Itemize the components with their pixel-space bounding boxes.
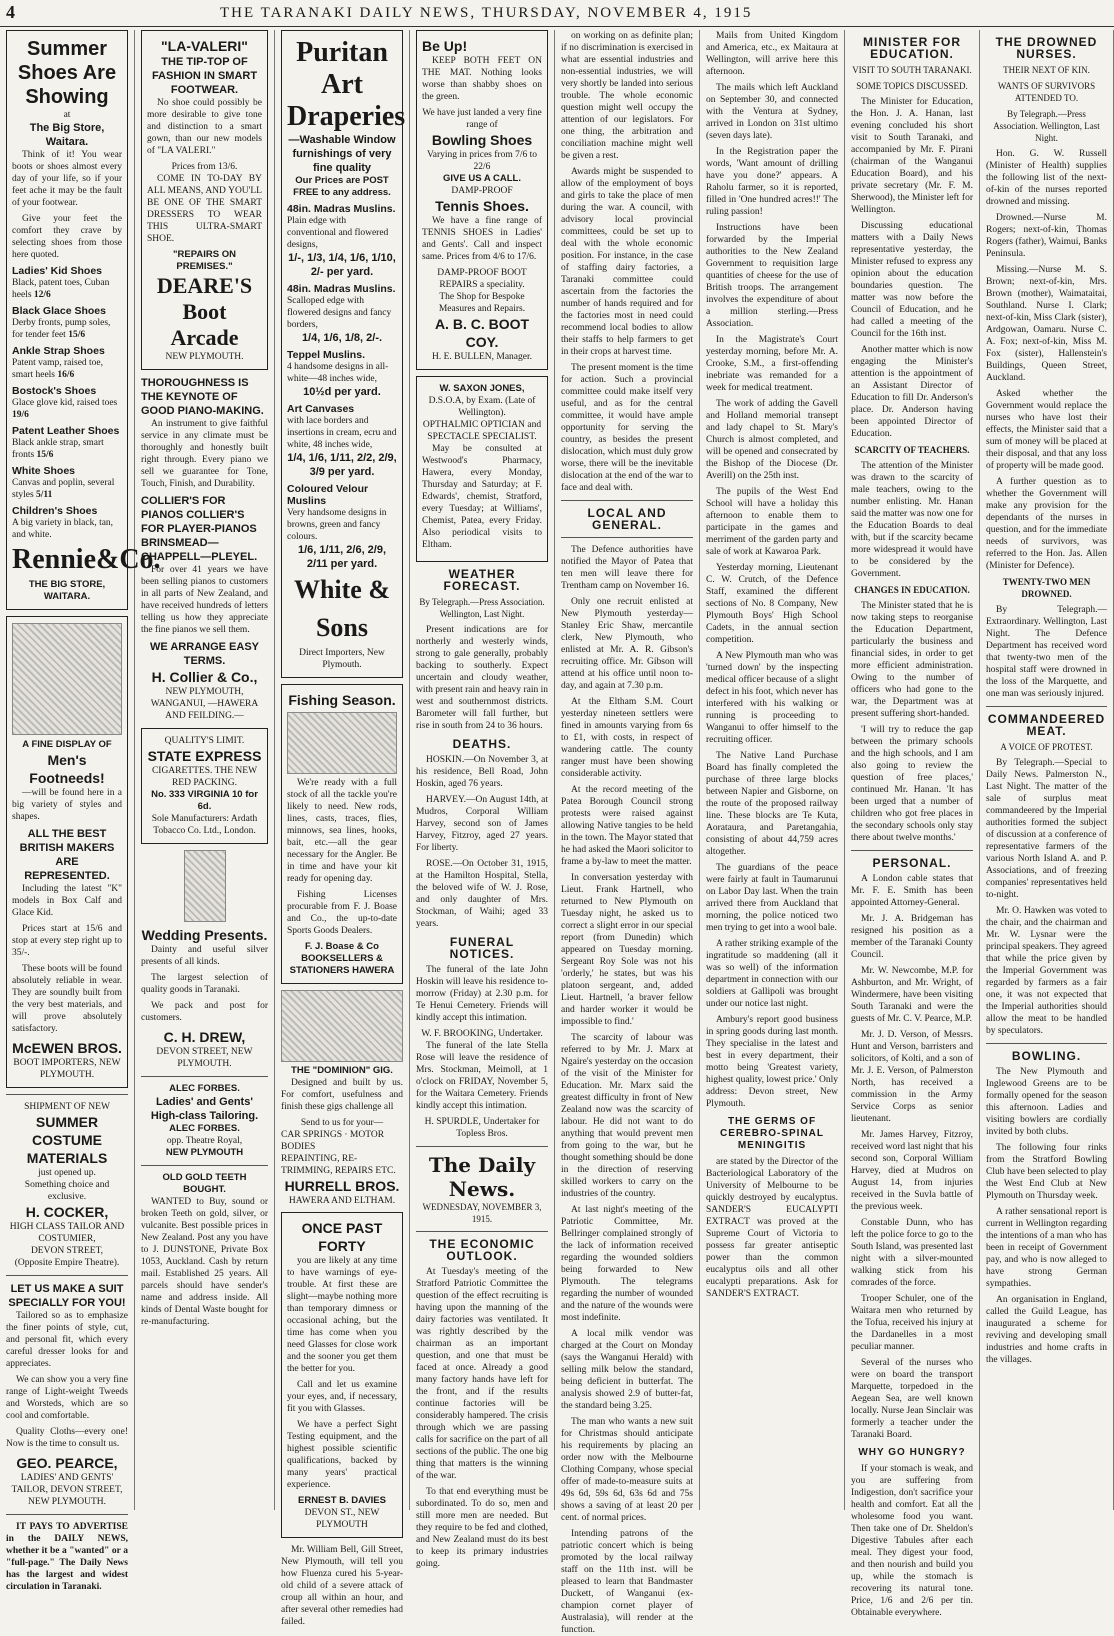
shoe-item: Ladies' Kid Shoes Black, patent toes, Cuban heels 12/6: [12, 265, 110, 300]
gig-illustration: [281, 990, 403, 1062]
gill-text: Mr. William Bell, Gill Street, New Plymouth, will tell you how Fluenza cured his 5-year-old child of a severe attack of croup all within an hour, and after several other remedies had failed.: [281, 1545, 403, 1627]
piano-head: THOROUGHNESS IS THE KEYNOTE OF GOOD PIANO-MAKING.: [141, 377, 264, 417]
hurrell-sub: HAWERA AND ELTHAM.: [288, 1196, 396, 1206]
tennis-text: We have a fine range of TENNIS SHOES in Ladies' and Gents'. Call and inspect same. Prices from 4/6 to 17/6.: [422, 216, 542, 262]
state-no: No. 333 VIRGINIA 10 for 6d.: [151, 789, 258, 812]
saxon-title: W. SAXON JONES,: [439, 383, 525, 394]
next-kin-sub: THEIR NEXT OF KIN.: [1003, 65, 1090, 75]
gold-title: OLD GOLD TEETH BOUGHT.: [162, 1172, 247, 1195]
column-3: [275, 30, 410, 1627]
footneeds-best: ALL THE BEST BRITISH MAKERS ARE REPRESENTED.: [19, 828, 115, 882]
presents-title: Wedding Presents.: [141, 927, 268, 943]
fishing-title: Fishing Season.: [288, 692, 396, 708]
local-item: At the record meeting of the Patea Borough Council strong protests were raised against allowing Native tangies to be held in the town. The Mayor stated that he had asked the Maori solicitor to frame a by-law to meet the matter.: [561, 785, 693, 867]
madras-1-text: Plain edge with conventional and flowered designs,: [287, 216, 389, 250]
footneeds-text-2: Including the latest "K" models in Box Calf and Glace Kid.: [12, 884, 122, 918]
puritan-ad: [281, 30, 406, 678]
news-item: Mails from United Kingdom and America, etc., ex Maitaura at Wellington, will arrive here this afternoon.: [706, 31, 838, 77]
local-item: A local milk vendor was charged at the Court on Monday (says the Wanganui Herald) with selling milk below the standard, being deficient in butterfat. The analysis showed 2.9 of butter-fat, the standard being 3.25.: [561, 1329, 693, 1411]
gold-text: WANTED to Buy, sound or broken Teeth on gold, silver, or vulcanite. Best possible prices in New Zealand. Post any you have to J. DUNSTONE, Private Box 1053, Auckland. Cash by return mail. Established 25 years. All parcels should have sender's name and address inside. All kinds of Dental Waste bought for re-manufacturing.: [141, 1197, 268, 1327]
once-title: ONCE PAST FORTY: [301, 1220, 383, 1254]
footneeds-text: —will be found here in a big variety of styles and shapes.: [12, 788, 122, 822]
local-item: The Defence authorities have notified the Mayor of Patea that ten men will leave there for Trentham camp on November 16.: [561, 545, 693, 591]
canvas-text: with lace borders and insertions in cream, ecru and white, 48 inches wide,: [287, 416, 397, 450]
drew-sub: DEVON STREET, NEW PLYMOUTH.: [156, 1047, 253, 1069]
minister-para: Another matter which is now engaging the Minister's attention is the appointment of an Assistant Director of Education to fill Dr. Anderson's place. Dr. Anderson having been appointed Director of Education.: [851, 345, 973, 439]
collier-sub: NEW PLYMOUTH, WANGANUI, —HAWERA AND FEILDING.—: [150, 687, 259, 721]
divider: [416, 1146, 548, 1147]
news-item: In the Registration paper the words, 'Want amount of drilling have you done?' appears. A Raholu farmer, so it is reported, filled in 'One hundred acres!!' The ruling passion!: [706, 147, 838, 217]
meat-para: By Telegraph.—Special to Daily News. Palmerston N., Last Night. The matter of the sale of surplus meat commandeered by the Imperial authorities formed the subject of discussion at a conference of representative farmers of the various North Island A. and P. Associations, and of freezing companies' representatives held to-night.: [986, 758, 1107, 900]
econ-title: THE ECONOMIC OUTLOOK.: [429, 1237, 535, 1263]
personal-item: Constable Dunn, who has left the police force to go to the South Island, was presented last night with a silver-mounted walking stick from his comrades of the force.: [851, 1218, 973, 1288]
state-mfr: Sole Manufacturers: Ardath Tobacco Co. Ltd., London.: [151, 814, 258, 836]
topics-sub: SOME TOPICS DISCUSSED.: [856, 81, 968, 91]
deaths-title: DEATHS.: [452, 737, 512, 751]
weather-title: WEATHER FORECAST.: [443, 567, 521, 593]
funeral-text-2: The funeral of the late Stella Rose will leave the residence of Mrs. Stockman, Meimoll, at 1 o'clock on FRIDAY, November 5, for the Waitara Cemetery. Friends kindly accept this intimation.: [416, 1041, 548, 1111]
suit-text: Tailored so as to emphasize the finer points of style, cut, and personal fit, which every careful dresser looks for and appreciates.: [6, 1311, 128, 1369]
news-item: A New Plymouth man who was 'turned down' by the inspecting medical officer because of a slight defect in his foot, which never has interfered with his walking or running is proceeding to Wanganui to offer himself to the recruiting officer.: [706, 651, 838, 745]
minister-para: The Minister for Education, the Hon. J. A. Hanan, last evening concluded his short visit to South Taranaki, and accompanied by Mr. F. Pirani (chairman of the Wanganui Education Board), and his private secretary (Mr. F. M. Sherwood), the Minister left for Wellington.: [851, 97, 973, 215]
minister-para: The attention of the Minister was drawn to the scarcity of male teachers, owing to the number enlisting. Mr. Hanan said the matter was now one for the Education Boards to deal with, but if the scarcity became more widespread it would have to be considered by the Government.: [851, 461, 973, 579]
bowling-para: The New Plymouth and Inglewood Greens are to be formally opened for the season this afternoon. Ladies and visiting bowlers are cordially invited by both clubs.: [986, 1067, 1107, 1137]
forbes-tail: Ladies' and Gents' High-class Tailoring.: [150, 1096, 259, 1122]
puritan-logo: Puritan Art Draperies: [287, 37, 406, 132]
fishing-text-2: Fishing Licenses procurable from F. J. Boase and Co., the up-to-date Sports Goods Dealers.: [287, 890, 397, 936]
velour-text: Very handsome designs in browns, green and fancy colours.: [287, 508, 387, 542]
drowned-para: Missing.—Nurse M. S. Brown; next-of-kin, Mrs. Brown (mother), Waimataitai, Southland. Nurse I. Clark; next-of-kin, Miss Clark (sister), Ardgowan, Oamaru. Nurse C. A. Fox; next-of-kin, Miss M. Fox (sister), Hallenstein's Buildings, Queen Street, Auckland.: [986, 265, 1107, 383]
collier-text: For over 41 years we have been selling pianos to customers in all parts of New Zealand, and have received hundreds of letters telling us how they appreciate the fine pianos we sell them.: [141, 565, 268, 635]
mcewen-logo: McEWEN BROS.: [12, 1040, 122, 1056]
costume-opened: just opened up.: [38, 1168, 96, 1178]
brooking: W. F. BROOKING, Undertaker.: [421, 1029, 543, 1039]
column-4: [410, 30, 555, 1569]
boot-illustration: [12, 623, 122, 735]
state-express-ad: [141, 728, 268, 844]
shoe-item: White Shoes Canvas and poplin, several styles 5/11: [12, 465, 115, 500]
deares-logo: DEARE'S Boot Arcade: [156, 273, 253, 350]
footneeds-text-3: These boots will be found absolutely reliable in wear. They are soundly built from the very best materials, and will prove absolutely satisfactory.: [12, 964, 122, 1034]
divider: [561, 537, 693, 538]
page-number: 4: [6, 2, 15, 22]
bowling-para: An organisation in England, called the Guild League, has inaugurated a scheme for reviving and developing small industries and home crafts in the villages.: [986, 1295, 1107, 1365]
post-free: Our Prices are POST FREE to any address.: [293, 175, 391, 198]
forbes-head: ALEC FORBES.: [169, 1083, 240, 1094]
teppel-price: 10½d per yard.: [303, 386, 381, 398]
drowned-para: Hon. G. W. Russell (Minister of Health) supplies the following list of the next-of-kin of the nurses reported drowned and missing.: [986, 149, 1107, 207]
tennis-pre: DAMP-PROOF: [451, 186, 513, 196]
twenty-title: TWENTY-TWO MEN DROWNED.: [1002, 577, 1091, 599]
spurdle: H. SPURDLE, Undertaker for Topless Bros.: [424, 1117, 540, 1139]
local-item: In conversation yesterday with Lieut. Frank Hartnell, who returned to New Plymouth on Tuesday night, he asked us to correct a slight error in our special report (from Dunedin) which appeared on Tuesday morning. Sergeant Roy Sole was not his 'orderly,' he states, but was his platoon sergeant, and, added Lieut. Hartnell, 'a braver fellow and harder worker it would be impossible to find.': [561, 873, 693, 1027]
column-6: [700, 30, 845, 1510]
divider: [141, 1165, 268, 1166]
summer-shoes-ad: [6, 30, 161, 610]
madras-1-price: 1/-, 1/3, 1/4, 1/6, 1/10, 2/- per yard.: [288, 252, 396, 278]
canvas: Art Canvases: [287, 403, 355, 415]
drew-logo: C. H. DREW,: [163, 1029, 246, 1045]
presents-text-2: The largest selection of quality goods in Taranaki.: [141, 973, 268, 995]
vase-illustration: [184, 850, 226, 922]
local-item: At the Eltham S.M. Court yesterday nineteen settlers were fined in amounts varying from 6s to £1, with costs, in respect of wandering cattle. The county ranger must have been showing considerable activity.: [561, 697, 693, 779]
meat-para: Mr. O. Hawken was voted to the chair, and the chairman and Mr. W. Lysnar were the principal speakers. They agreed that while the price given by the Imperial Government was regarded by farmers as a fair one, it was not expected that the Imperial authorities should allow the meat to be handled by speculators.: [986, 906, 1107, 1036]
rennie-logo: Rennie&Co.: [12, 544, 161, 575]
suit-text-3: Quality Cloths—every one! Now is the time to consult us.: [6, 1427, 128, 1449]
footneeds-title: A FINE DISPLAY OF: [22, 739, 112, 750]
bowling-intro: We have just landed a very fine range of: [422, 108, 542, 130]
personal-item: Mr. J. D. Verson, of Messrs. Hunt and Verson, barristers and solicitors, of Kolti, and a son of Mr. J. E. Verson, of Palmerston North, has received a commission in the Army Service Corps as senior lieutenant.: [851, 1030, 973, 1124]
shoe-item: Children's Shoes A big variety in black, tan, and white.: [12, 505, 114, 540]
be-up-ad: [416, 30, 548, 370]
lavaleri-title: "LA-VALERI": [161, 38, 248, 54]
shoe-item: Patent Leather Shoes Black ankle strap, smart fronts 15/6: [12, 425, 120, 460]
dominion-title: THE "DOMINION" GIG.: [291, 1065, 393, 1076]
personal-item: Mr. James Harvey, Fitzroy, received word last night that his second son, Corporal William Harvey, died at Mudros on August 14, from injuries received in the Suvla battle of the previous week.: [851, 1130, 973, 1212]
personal-item: A London cable states that Mr. F. E. Smith has been appointed Attorney-General.: [851, 874, 973, 908]
suit-text-2: We can show you a very fine range of Light-weight Tweeds and Worsteds, which are so cool and comfortable.: [6, 1375, 128, 1421]
tennis-title: Tennis Shoes.: [435, 198, 529, 214]
once-text: you are likely at any time to have warnings of eye-trouble. At first these are slight—maybe nothing more than temporary dimness or occasional aching, but the time has come when you need Glasses for close work and the sooner you get them the better for you.: [287, 1256, 397, 1374]
divider: [986, 706, 1107, 707]
hurrell-logo: HURRELL BROS.: [284, 1178, 400, 1194]
drowned-title: THE DROWNED NURSES.: [995, 35, 1098, 61]
dominion-text: Designed and built by us. For comfort, usefulness and finish these gigs challenge all: [281, 1078, 403, 1112]
once-text-2: Call and let us examine your eyes, and, if necessary, fit you with Glasses.: [287, 1380, 397, 1414]
summer-at: at: [63, 110, 71, 120]
shoe-item: Black Glace Shoes Derby fronts, pump soles, for tender feet 15/6: [12, 305, 111, 340]
pearce-sub: LADIES' AND GENTS' TAILOR, DEVON STREET, NEW PLYMOUTH.: [11, 1473, 123, 1507]
pearce-logo: GEO. PEARCE,: [16, 1455, 118, 1471]
bowling-news-title: BOWLING.: [1011, 1049, 1082, 1063]
presents-text-3: We pack and post for customers.: [141, 1001, 268, 1023]
advertise-notice: IT PAYS TO ADVERTISE in the DAILY NEWS, whether it be a "wanted" or a "full-page." The Daily News has the largest and widest circulation in Taranaki.: [6, 1522, 128, 1592]
econ-cont-1: on working on as definite plan; if no discrimination is exercised in what are essential industries and non-essential industries, we will very shortly be landed into serious trouble. The whole economic question might well occupy the attention of our legislators. For one thing, the arbitration and conciliation machine might well be given a rest.: [561, 31, 693, 161]
give-call: GIVE US A CALL.: [443, 173, 521, 184]
repainting: REPAINTING, RE-TRIMMING, REPAIRS ETC.: [281, 1154, 396, 1176]
lavaleri-prices: Prices from 13/6.: [171, 162, 238, 172]
davies-sub: DEVON ST., NEW PLYMOUTH: [304, 1508, 380, 1530]
madras-1: 48in. Madras Muslins.: [287, 203, 396, 215]
damp-repairs: DAMP-PROOF BOOT REPAIRS a speciality.: [437, 268, 527, 290]
state-cig: CIGARETTES. THE NEW RED PACKING.: [151, 766, 258, 788]
teppel: Teppel Muslins.: [287, 349, 365, 361]
local-item: At last night's meeting of the Patriotic Committee, Mr. Bellringer complained strongly of the lack of information received regarding the wounded soldiers being forwarded to New Plymouth. The telegrams regarding the number of wounded and the nature of the wounds were most indefinite.: [561, 1205, 693, 1323]
fishing-illustration: [287, 712, 397, 774]
minister-para: 'I will try to reduce the gap between the primary schools and the high schools, and I am also going to review the question of free places,' continued Mr. Hanan. 'It has been urged that a number of children who got free places in the secondary schools only stay there about twelve months.': [851, 725, 973, 843]
canvas-price: 1/4, 1/6, 1/11, 2/2, 2/9, 3/9 per yard.: [287, 452, 397, 478]
fishing-text: We're ready with a full stock of all the tackle you're likely to need. New rods, lines, casts, traces, flies, minnows, sea lines, hooks, bait, etc.—all the gear necessary for the Angler. Be in time and have your kit ready for opening day.: [287, 778, 397, 884]
deares-sub: NEW PLYMOUTH.: [165, 352, 244, 362]
local-item: Only one recruit enlisted at New Plymouth yesterday—Stanley Eric Shaw, mercantile clerk, New Plymouth, who enlisted at Mr. A. R. Gibson's recruiting office. Mr. Gibson will attend at his office until noon to-day, and again at 7.30 p.m.: [561, 597, 693, 691]
costume-title: SUMMER COSTUME MATERIALS: [26, 1114, 108, 1166]
date-line: WEDNESDAY, NOVEMBER 3, 1915.: [422, 1202, 542, 1224]
divider: [6, 1094, 128, 1095]
cocker-logo: H. COCKER,: [25, 1204, 109, 1220]
column-7: [845, 30, 980, 1618]
rennie-sub: THE BIG STORE, WAITARA.: [28, 579, 106, 602]
personal-item: Trooper Schuler, one of the Waitara men who returned by the Tofua, received his injury at the Dardanelles in a most peculiar manner.: [851, 1294, 973, 1352]
velour: Coloured Velour Muslins: [287, 483, 369, 507]
econ-cont-3: The present moment is the time for action. Such a provincial committee could make itself very useful, and as for the central committee, it would have ample opportunity for serving the country, as besides the present dislocation, which must duly grow worse, there will be the inevitable dislocation at the end of the war to face and deal with.: [561, 363, 693, 493]
funeral-title: FUNERAL NOTICES.: [449, 935, 515, 961]
wants-sub: WANTS OF SURVIVORS ATTENDED TO.: [997, 81, 1096, 103]
daily-news-masthead: The Daily News.: [428, 1153, 536, 1201]
column-2: [135, 30, 275, 1510]
news-item: A rather striking example of the ingratitude so maddening (all it was so well) of the information department in connection with our soldiers at Gallipoli was brought under our notice last night.: [706, 939, 838, 1009]
once-text-3: We have a perfect Sight Testing equipment, and the highest possible scientific qualifications, backed by many years' practical experience.: [287, 1420, 397, 1490]
footneeds-prices: Prices start at 15/6 and stop at every step right up to 35/-.: [12, 924, 122, 958]
madras-2-price: 1/4, 1/6, 1/8, 2/-.: [301, 332, 383, 344]
bowling-para: A rather sensational report is current in Wellington regarding the intentions of a man who has been in receipt of Government pay, and who is now alleged to have strong German sympathies.: [986, 1207, 1107, 1289]
summer-intro: Think of it! You wear boots or shoes almost every day of your life, so if your feet ache it may be the fault of your footwear.: [12, 150, 122, 208]
whites-sub: Direct Importers, New Plymouth.: [299, 648, 385, 670]
personal-title: PERSONAL.: [872, 856, 952, 870]
minister-para: Discussing educational matters with a Daily News representative yesterday, the Minister refused to express any opinion about the education boundaries question. The matter was now before the Council of Education, and he had called a meeting of the Council for the 16th inst.: [851, 221, 973, 339]
summer-intro-2: Give your feet the comfort they crave by selecting shoes from those here quoted.: [12, 214, 122, 260]
personal-item: Several of the nurses who were on board the transport Marquette, torpedoed in the Aegean Sea, are well known locally. Nurse Jean Sinclair was formerly a teacher under the Taranaki Board.: [851, 1358, 973, 1440]
be-up-title: Be Up!: [422, 38, 468, 54]
column-5: [555, 30, 700, 1635]
collier-pianos: COLLIER'S FOR PIANOS COLLIER'S FOR PLAYER-PIANOS: [141, 495, 257, 535]
abc-sub: H. E. BULLEN, Manager.: [432, 352, 532, 362]
saxon-ad: [416, 376, 548, 562]
shoe-item: Ankle Strap Shoes Patent vamp, raised toe, smart heels 16/6: [12, 345, 105, 380]
damp-text: The Shop for Bespoke Measures and Repairs.: [438, 292, 526, 314]
newspaper-title: THE TARANAKI DAILY NEWS, THURSDAY, NOVEMBER 4, 1915: [220, 5, 753, 21]
bowling-title: Bowling Shoes: [431, 132, 533, 148]
local-item: The man who wants a new suit for Christmas should anticipate his requirements by placing an order now with the Melbourne Clothing Company, whose special offer of made-to-measure suits at 49s 6d, 59s 6d, 63s 6d and 75s shows a saving of at least 20 per cent. of normal prices.: [561, 1417, 693, 1523]
personal-item: Mr. J. A. Bridgeman has resigned his position as a member of the Taranaki County Council.: [851, 914, 973, 960]
news-item: In the Magistrate's Court yesterday morning, before Mr. A. Crooke, S.M., a first-offending inebriate was remanded for a week for medical treatment.: [706, 335, 838, 393]
deaths-text-2: HARVEY.—On August 14th, at Mudros, Corporal William Harvey, second son of James Harvey, Fitzroy, aged 27 years. For liberty.: [416, 795, 548, 853]
visit-sub: VISIT TO SOUTH TARANAKI.: [852, 65, 972, 75]
saxon-text-2: May be consulted at Westwood's Pharmacy, Hawera, every Monday, Thursday and Saturday; at F. Edwards', chemist, Stratford, every Tuesday; at Williams', Chemist, Patea, every Friday. Also periodical visits to Eltham.: [422, 444, 542, 550]
changes-title: CHANGES IN EDUCATION.: [854, 585, 970, 595]
repairs-note: "REPAIRS ON PREMISES.": [173, 249, 236, 272]
costume-choice: Something choice and exclusive.: [24, 1180, 110, 1202]
econ-cont-2: Awards might be suspended to allow of the employment of boys and girls to take the place of men during the war. A council, with advisory local provincial committees, could be set up to deal with the whole economic position. For instance, in the case of staffing dairy factories, a Taranaki committee could ascertain from the factories the number of hands required and for the factories most in need could recommend local bodies to allow their staffs to help farmers to get in their crops at harvest time.: [561, 167, 693, 357]
drowned-para: A further question as to whether the Government will make any provision for the dependants of the nurses in question, and for the immediate needs of survivors, was referred to the Hon. Jas. Allen (Minister for Defence).: [986, 477, 1107, 571]
germs-title: THE GERMS OF CEREBRO-SPINAL MENINGITIS: [719, 1116, 824, 1151]
lavaleri-ad: [141, 30, 268, 370]
lavaleri-text-2: COME IN TO-DAY BY ALL MEANS, AND YOU'LL BE ONE OF THE SMART DRESSERS TO WEAR THIS ULTRA-SMART SHOE.: [147, 174, 262, 244]
meat-title: COMMANDEERED MEAT.: [987, 712, 1106, 738]
forbes-2: ALEC FORBES.: [169, 1123, 240, 1134]
once-past-forty-ad: [281, 1212, 403, 1538]
saxon-sub: D.S.O.A, by Exam. (Late of Wellington).: [428, 396, 536, 418]
news-item: The mails which left Auckland on September 30, and connected with the Ventura at Sydney, arrived in London on 31st ultimo (seven days late).: [706, 83, 838, 141]
piano-text: An instrument to give faithful service in any climate must be thoroughly and honestly built right through. Every piano we sell we guarantee for Tone, Touch, Finish, and Durability.: [141, 419, 268, 489]
suit-title: LET US MAKE A SUIT SPECIALLY FOR YOU!: [8, 1283, 126, 1309]
local-item: The scarcity of labour was referred to by Mr. J. Marx at Ngaire's yesterday on the occasion of the visit of the Minister for Education. Mr. Marx said the greatest difficulty in front of New Zealand now was the scarcity of labour. He did not want to do anything that would prevent men from going to the war, but he thought something should be done in the direction of reserving skilled workers to carry on the industries of the country.: [561, 1033, 693, 1199]
shoe-item: Bostock's Shoes Glace glove kid, raised toes 19/6: [12, 385, 118, 420]
state-sub: QUALITY'S LIMIT.: [164, 736, 245, 746]
summer-heading: Summer Shoes Are Showing: [17, 38, 117, 108]
whites-logo: White & Sons: [293, 575, 391, 642]
teppel-text: 4 handsome designs in all-white—48 inches wide,: [287, 362, 389, 384]
news-item: The pupils of the West End School will have a holiday this afternoon to enable them to participate in the games and merriment of the garden party and sale of work at Kawaroa Park.: [706, 487, 838, 557]
collier-logo: H. Collier & Co.,: [151, 669, 258, 685]
divider: [561, 500, 693, 501]
hungry-text: If your stomach is weak, and you are suffering from Indigestion, don't sacrifice your health and comfort. Eat all the wholesome food you want. Then take one of Dr. Sheldon's Digestive Tabules after each meal. They digest your food, and then nourish and build you up, while the stomach is recovering its natural tone. Price, 1/6 and 2/6 per tin. Obtainable everywhere.: [851, 1464, 973, 1618]
news-item: The Native Land Purchase Board has finally completed the purchase of three large blocks between Napier and Gisborne, on the route of the proposed railway line. These blocks are Te Kuta, Aorataura, and Paretangahia, consisting of about 44,759 acres altogether.: [706, 751, 838, 857]
forbes-opp: opp. Theatre Royal,: [166, 1136, 243, 1146]
germs-text: are stated by the Director of the Bacteriological Laboratory of the University of Melbourne to be quickly destroyed by eucalyptus. SANDER'S EUCALYPTI EXTRACT was proved at the Supreme Court of Victoria to possess far greater antiseptic power than the common eucalyptus oils and all other eucalypti preparations. Ask for SANDER'S EXTRACT.: [706, 1157, 838, 1299]
easy-terms: WE ARRANGE EASY TERMS.: [150, 641, 259, 667]
weather-by: By Telegraph.—Press Association. Wellington, Last Night.: [419, 597, 545, 619]
davies-logo: ERNEST B. DAVIES: [298, 1495, 386, 1506]
bowling-price: Varying in prices from 7/6 to 22/6: [426, 150, 538, 172]
fishing-ad: [281, 684, 403, 984]
divider: [6, 1275, 128, 1276]
lavaleri-sub: THE TIP-TOP OF FASHION IN SMART FOOTWEAR.: [151, 56, 258, 96]
news-item: The guardians of the peace were fairly at fault in Taumarunui on Labor Day last. When the train arrived there from Auckland that morning, the police noticed two men trying to get into a wool bale.: [706, 863, 838, 933]
scarcity-title: SCARCITY OF TEACHERS.: [854, 445, 970, 455]
shoe-list: [12, 265, 122, 541]
bowling-para: The following four rinks from the Stratford Bowling Club have been selected to play the West End Club at New Plymouth on Thursday week.: [986, 1143, 1107, 1201]
deaths-text-3: ROSE.—On October 31, 1915, at the Hamilton Hospital, Stella, the beloved wife of W. J. Rose, and only daughter of Mrs. Stockman, of Waihi; aged 33 years.: [416, 859, 548, 929]
costume-ship: SHIPMENT OF NEW: [24, 1102, 110, 1112]
drowned-para: By Telegraph.—Extraordinary. Wellington, Last Night. The Defence Department has received word that twenty-two men of the hospital staff were drowned in the loss of the Marquette, and one man was seriously injured.: [986, 605, 1107, 699]
state-express-logo: STATE EXPRESS: [147, 748, 262, 764]
dominion-send: Send to us for your—: [300, 1118, 384, 1128]
econ-text-2: To that end everything must be subordinated. To do so, men and still more men are needed. But they require to be fed and clothed, and New Zealand must do its best to keep its primary industries going.: [416, 1487, 548, 1569]
forbes-np: NEW PLYMOUTH: [165, 1147, 244, 1158]
column-1: [0, 30, 161, 1592]
madras-2-text: Scalloped edge with flowered designs and fancy borders,: [287, 296, 392, 330]
minister-para: The Minister stated that he is now taking steps to reorganise the Education Department, particularly the business and financial sides, in order to get more efficient administration. Owing to the number of officers who had gone to the war, the Department was at present suffering short-handed.: [851, 601, 973, 719]
washable: —Washable Window furnishings of very fine quality: [288, 134, 396, 174]
news-item: The work of adding the Gavell and Holland memorial transept and lady chapel to St. Mary's Church is almost completed, and will be opened and consecrated by the Bishop of the Diocese (Dr. Averill) on the 25th inst.: [706, 399, 838, 481]
footneeds-big: Men's Footneeds!: [29, 752, 105, 786]
deaths-text: HOSKIN.—On November 3, at his residence, Bell Road, John Hoskin, aged 76 years.: [416, 755, 548, 789]
protest-sub: A VOICE OF PROTEST.: [1000, 742, 1093, 752]
local-general-title: LOCAL AND GENERAL.: [587, 506, 667, 532]
mcewen-sub: BOOT IMPORTERS, NEW PLYMOUTH.: [13, 1058, 121, 1080]
hungry-title: WHY GO HUNGRY?: [858, 1447, 966, 1458]
boase-logo: F. J. Boase & Co BOOKSELLERS & STATIONERS HAWERA: [289, 941, 395, 976]
be-up-text: KEEP BOTH FEET ON THE MAT. Nothing looks worse than shabby shoes on the green.: [422, 56, 542, 102]
minister-title: MINISTER FOR EDUCATION.: [863, 35, 961, 61]
weather-text: Present indications are for northerly and westerly winds, strong to gale generally, probably backing to southerly. Expect uncertain and cloudy weather, with present rain and heavy rain in west and southernmost districts. Barometer will fall further, but rise in south from 24 to 36 hours.: [416, 625, 548, 731]
divider: [986, 1043, 1107, 1044]
divider: [416, 1231, 548, 1232]
divider: [851, 850, 973, 851]
divider: [6, 1514, 128, 1515]
personal-item: Mr. W. Newcombe, M.P. for Ashburton, and Mr. Wright, of Windermere, have been visiting South Taranaki and were the guests of Mr. C. V. Pearce, M.P.: [851, 966, 973, 1024]
news-item: Instructions have been forwarded by the Imperial authorities to the New Zealand Government to requisition large quantities of cheese for the use of British troops. The arrangement involves the expenditure of about a million sterling.—Press Association.: [706, 223, 838, 329]
news-item: Ambury's report good business in spring goods during last month. They specialise in the latest and best in every department, their motto being 'Greatest variety, highest quality, lowest price.' Only address: Devon street, New Plymouth.: [706, 1015, 838, 1109]
saxon-text: OPTHALMIC OPTICIAN and SPECTACLE SPECIALIST.: [422, 420, 542, 442]
summer-store: The Big Store, Waitara.: [29, 122, 105, 148]
velour-price: 1/6, 1/11, 2/6, 2/9, 2/11 per yard.: [297, 544, 387, 570]
abc-logo: A. B. C. BOOT COY.: [434, 316, 530, 350]
masthead: [0, 0, 1114, 27]
cocker-opp: (Opposite Empire Theatre).: [14, 1258, 120, 1268]
cocker-sub: HIGH CLASS TAILOR AND COSTUMIER,: [9, 1222, 125, 1244]
funeral-text: The funeral of the late John Hoskin will leave his residence to-morrow (Friday) at 2.30 p.m. for Te Henui Cemetery. Friends will kindly accept this intimation.: [416, 965, 548, 1023]
brinsmead: BRINSMEAD—CHAPPELL—PLEYEL.: [141, 537, 258, 563]
presents-text: Dainty and useful silver presents of all kinds.: [141, 945, 268, 967]
column-8: [980, 30, 1114, 1510]
telegraph-line: By Telegraph.—Press Association. Wellington, Last Night.: [993, 109, 1100, 143]
drowned-para: Asked whether the Government would replace the nurses who have lost their effects, the Minister said that a sum of money will be placed at their disposal, and that any loss of property will be made good.: [986, 389, 1107, 471]
footneeds-ad: [6, 616, 128, 1088]
cocker-addr: DEVON STREET,: [30, 1246, 104, 1256]
econ-text: At Tuesday's meeting of the Stratford Patriotic Committee the question of the effect recruiting is having upon the manning of the dairy factories was ventilated. It was rightly described by the chairman as an important question, and one that must be faced at once. Already a good many factory hands have left for the front, and if the results continue factories will be considerably hampered. The crisis through which we are passing calls for sacrifice on the part of all sections of the public. The one big thing that matters is the winning of the war.: [416, 1267, 548, 1481]
drowned-para: Drowned.—Nurse M. Rogers; next-of-kin, Thomas Rogers (father), Waimui, Banks Peninsula.: [986, 213, 1107, 259]
lavaleri-text: No shoe could possibly be more desirable to give tone and distinction to a smart gown, than our new models of "LA VALERI.": [147, 98, 262, 156]
local-item: Intending patrons of the patriotic concert which is being promoted by the local railway staff on the 11th inst. will be pleased to learn that Bandmaster Duckett, of Wanganui (ex-champion cornet player of Australasia), will render at the function.: [561, 1529, 693, 1635]
divider: [141, 1076, 268, 1077]
news-item: Yesterday morning, Lieutenant C. W. Crutch, of the Defence Staff, examined the different sections of No. 8 Company, New Plymouth Boys' High School Cadets, in the annual section competition.: [706, 563, 838, 645]
madras-2: 48in. Madras Muslins.: [287, 283, 396, 295]
services: CAR SPRINGS · MOTOR BODIES: [281, 1130, 385, 1152]
